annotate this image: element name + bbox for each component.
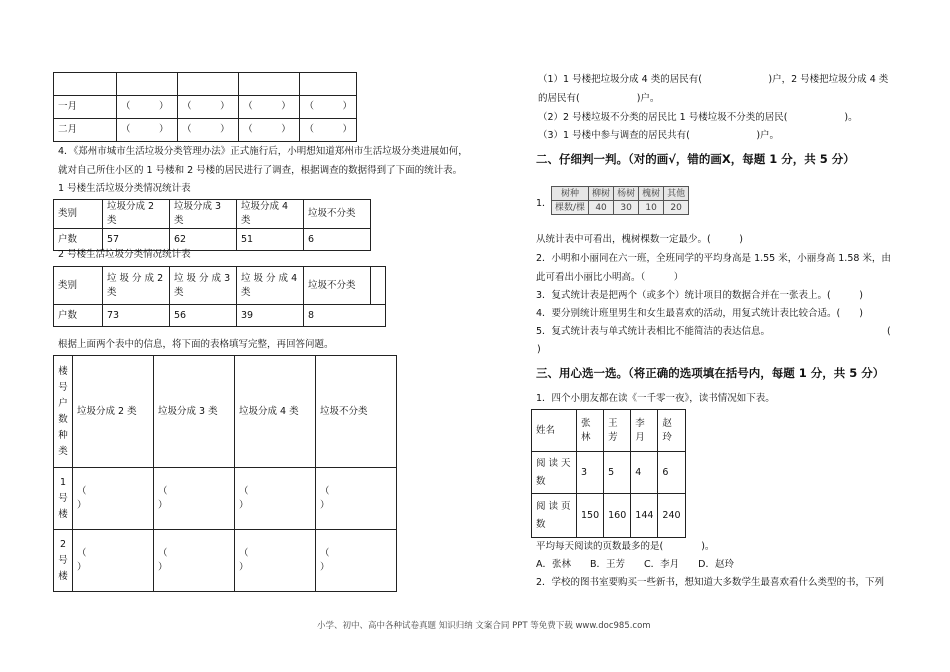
table-row (54, 96, 357, 119)
data-cell: 51 (237, 229, 304, 251)
blank-cell: （ ） (316, 468, 397, 530)
choice1-options: A．张林 B．王芳 C．李月 D．赵玲 (536, 559, 734, 570)
data-cell: 户数 (54, 229, 103, 251)
table1-title: 1 号楼生活垃圾分类情况统计表 (58, 183, 191, 194)
data-cell: 30 (614, 201, 639, 215)
header-cell: 柳树 (589, 187, 614, 201)
header-cell: 其他 (664, 187, 689, 201)
header-cell: 赵玲 (658, 410, 685, 452)
data-cell: 20 (664, 201, 689, 215)
header-cell: 李月 (631, 410, 658, 452)
blank-cell: （ ） (235, 468, 316, 530)
judge5-open-paren: ( (887, 326, 891, 337)
monthly-table-corner (54, 73, 117, 96)
data-cell: 棵数/棵 (552, 201, 589, 215)
judge2-line-b: 此可看出小丽比小明高。（ ） (536, 272, 684, 283)
row-label: 二月 (54, 119, 117, 142)
q4-1-line-b: 的居民有( )户。 (538, 93, 660, 104)
blank-cell: （ ） (116, 119, 177, 142)
blank-cell: （ ） (178, 96, 239, 119)
header-cell: 垃圾分成 4 类 (237, 200, 304, 229)
table-row (532, 452, 686, 494)
blank-cell: （ ） (154, 530, 235, 592)
data-cell: 150 (577, 494, 604, 538)
header-cell: 槐树 (639, 187, 664, 201)
header-cell: 垃 圾 分 成 2 类 (103, 267, 170, 305)
section2-title: 二、仔细判一判。（对的画√，错的画X，每题 1 分，共 5 分） (536, 152, 855, 166)
table2-title: 2 号楼生活垃圾分类情况统计表 (58, 249, 191, 260)
judge1-number: 1． (536, 198, 552, 209)
data-cell: 6 (658, 452, 685, 494)
row-label: 1号楼 (54, 468, 73, 530)
choice2-text: 2．学校的图书室要购买一些新书，想知道大多数学生最喜欢看什么类型的书，下列 (536, 577, 885, 588)
row-label: 2号楼 (54, 530, 73, 592)
judge5-text: 5．复式统计表与单式统计表相比不能简洁的表达信息。 (536, 326, 771, 337)
corner-cell: 楼号户数种类 (54, 356, 73, 468)
header-cell: 姓名 (532, 410, 577, 452)
blank-cell: （ ） (73, 468, 154, 530)
header-cell: 垃圾分成 2 类 (73, 356, 154, 468)
row-label: 一月 (54, 96, 117, 119)
header-cell: 垃 圾 分 成 4 类 (237, 267, 304, 305)
reading-table (531, 409, 686, 538)
combined-intro: 根据上面两个表中的信息，将下面的表格填写完整，再回答问题。 (58, 339, 334, 350)
blank-cell: （ ） (178, 119, 239, 142)
q4-text-line1: 4．《郑州市城市生活垃圾分类管理办法》正式施行后，小明想知道郑州市生活垃圾分类进展如何， (58, 146, 468, 157)
q4-2-line: （2）2 号楼垃圾不分类的居民比 1 号楼垃圾不分类的居民( )。 (538, 112, 858, 123)
data-cell: 56 (170, 305, 237, 327)
combined-table (53, 355, 397, 592)
header-cell: 垃圾分成 3 类 (170, 200, 237, 229)
page-footer: 小学、初中、高中各种试卷真题 知识归纳 文案合同 PPT 等免费下载 www.doc985.com (317, 621, 651, 631)
judge5-close-paren: ) (537, 344, 541, 355)
header-cell: 垃 圾 分 成 3 类 (170, 267, 237, 305)
q4-3-line: （3）1 号楼中参与调查的居民共有( )户。 (538, 130, 780, 141)
data-cell: 6 (304, 229, 371, 251)
data-cell: 160 (604, 494, 631, 538)
header-cell: 垃圾分成 2 类 (103, 200, 170, 229)
blank-cell: （ ） (239, 119, 300, 142)
blank-cell: （ ） (316, 530, 397, 592)
data-cell: 73 (103, 305, 170, 327)
blank-cell: （ ） (300, 96, 357, 119)
blank-cell: （ ） (154, 468, 235, 530)
q4-text-line2: 就对自己所住小区的 1 号楼和 2 号楼的居民进行了调查，根据调查的数据得到了下面的统计表。 (58, 165, 463, 176)
data-cell: 57 (103, 229, 170, 251)
data-cell: 4 (631, 452, 658, 494)
data-cell: 10 (639, 201, 664, 215)
data-cell: 5 (604, 452, 631, 494)
header-cell: 垃圾分成 4 类 (235, 356, 316, 468)
table-row (532, 494, 686, 538)
tree-table (551, 186, 689, 215)
choice1-question: 平均每天阅读的页数最多的是( )。 (536, 541, 715, 552)
monthly-table (53, 72, 357, 142)
judge1-text: 从统计表中可看出，槐树棵数一定最少。( ) (536, 234, 743, 245)
data-cell: 户数 (54, 305, 103, 327)
header-cell: 垃圾不分类 (304, 267, 371, 305)
data-cell: 8 (304, 305, 386, 327)
building2-table (53, 266, 386, 327)
header-cell: 类别 (54, 200, 103, 229)
q4-1-line-a: （1）1 号楼把垃圾分成 4 类的居民有( )户，2 号楼把垃圾分成 4 类 (538, 74, 889, 85)
blank-cell: （ ） (116, 96, 177, 119)
data-cell: 62 (170, 229, 237, 251)
judge4-text: 4．要分别统计班里男生和女生最喜欢的活动，用复式统计表比较合适。( ) (536, 308, 863, 319)
header-cell: 树种 (552, 187, 589, 201)
header-cell: 张林 (577, 410, 604, 452)
blank-cell: （ ） (300, 119, 357, 142)
data-cell: 39 (237, 305, 304, 327)
table-row (54, 119, 357, 142)
building1-table (53, 199, 371, 251)
data-cell: 3 (577, 452, 604, 494)
table-row (54, 468, 397, 530)
blank-cell: （ ） (73, 530, 154, 592)
blank-cell: （ ） (235, 530, 316, 592)
header-cell: 垃圾不分类 (316, 356, 397, 468)
choice1-intro: 1．四个小朋友都在读《一千零一夜》，读书情况如下表。 (536, 393, 775, 404)
data-cell: 40 (589, 201, 614, 215)
judge3-text: 3．复式统计表是把两个（或多个）统计项目的数据合并在一张表上。( ) (536, 290, 863, 301)
header-cell: 杨树 (614, 187, 639, 201)
judge2-line-a: 2．小明和小丽同在六一班，全班同学的平均身高是 1.55 米，小丽身高 1.58 米，由 (536, 253, 891, 264)
section3-title: 三、用心选一选。（将正确的选项填在括号内，每题 1 分，共 5 分） (536, 366, 885, 380)
header-cell: 垃圾分成 3 类 (154, 356, 235, 468)
table-row (54, 530, 397, 592)
blank-cell: （ ） (239, 96, 300, 119)
data-cell: 144 (631, 494, 658, 538)
table-row (54, 305, 386, 327)
header-cell: 垃圾不分类 (304, 200, 371, 229)
data-cell: 240 (658, 494, 685, 538)
row-label: 阅 读 页 数 (532, 494, 577, 538)
row-label: 阅 读 天 数 (532, 452, 577, 494)
header-cell: 类别 (54, 267, 103, 305)
header-cell: 王芳 (604, 410, 631, 452)
